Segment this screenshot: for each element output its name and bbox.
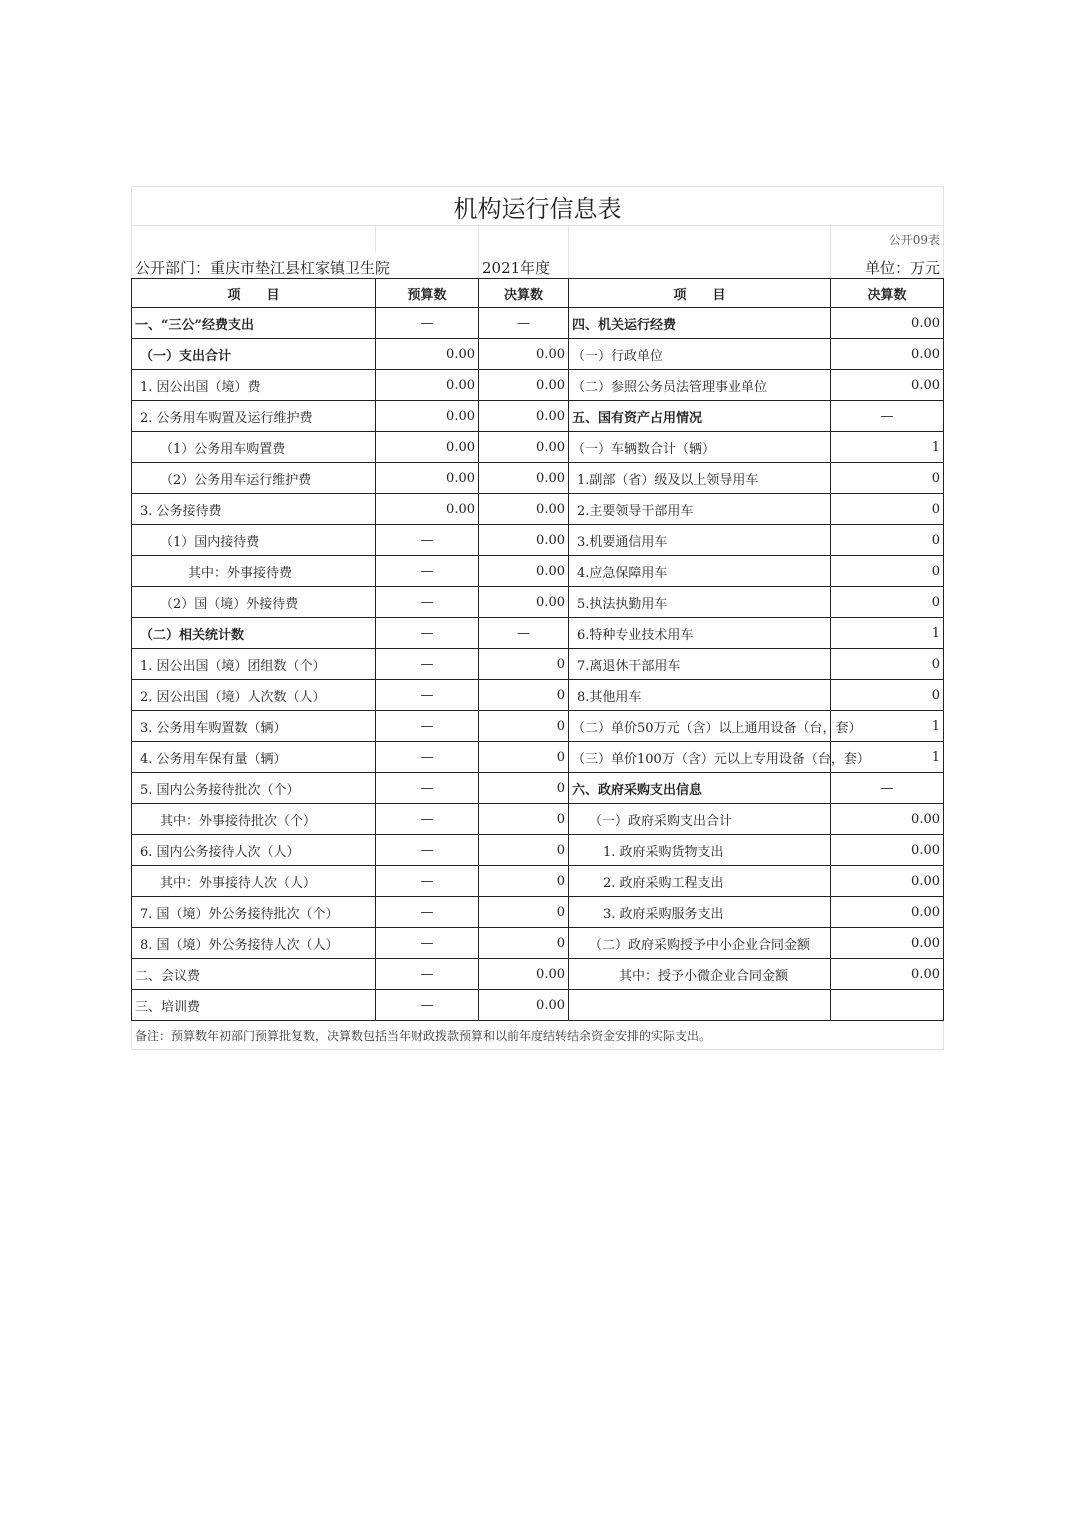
footnote: 备注：预算数年初部门预算批复数，决算数包括当年财政拨款预算和以前年度结转结余资金安排的实际支出。 xyxy=(132,1021,944,1050)
row-item-left: 7. 国（境）外公务接待批次（个） xyxy=(132,897,376,928)
row-final-right: 0 xyxy=(831,525,944,556)
row-final-right: 0.00 xyxy=(831,835,944,866)
header-final-right: 决算数 xyxy=(831,279,944,308)
header-final: 决算数 xyxy=(479,279,569,308)
row-item-left: 二、会议费 xyxy=(132,959,376,990)
row-item-left: 8. 国（境）外公务接待人次（人） xyxy=(132,928,376,959)
row-item-right: 六、政府采购支出信息 xyxy=(569,773,831,804)
row-final: 0 xyxy=(479,773,569,804)
row-item-right: （三）单价100万（含）元以上专用设备（台，套） xyxy=(569,742,831,773)
table-row xyxy=(132,835,944,866)
row-budget: 0.00 xyxy=(376,463,479,494)
info-table xyxy=(131,186,944,1050)
table-row xyxy=(132,618,944,649)
row-final-right: 0.00 xyxy=(831,339,944,370)
row-item-right: （一）政府采购支出合计 xyxy=(569,804,831,835)
row-item-right: 3. 政府采购服务支出 xyxy=(569,897,831,928)
row-budget: 0.00 xyxy=(376,401,479,432)
row-final: 0.00 xyxy=(479,525,569,556)
header-item-right: 项 目 xyxy=(569,279,831,308)
row-item-left: 3. 公务用车购置数（辆） xyxy=(132,711,376,742)
row-budget: 0.00 xyxy=(376,432,479,463)
row-final-right: 0 xyxy=(831,587,944,618)
row-final: 0.00 xyxy=(479,432,569,463)
row-item-left: 其中：外事接待批次（个） xyxy=(132,804,376,835)
table-row xyxy=(132,742,944,773)
row-item-right: 1.副部（省）级及以上领导用车 xyxy=(569,463,831,494)
unit-label: 单位：万元 xyxy=(831,252,944,279)
row-final: 0 xyxy=(479,711,569,742)
row-item-right: 2. 政府采购工程支出 xyxy=(569,866,831,897)
row-budget: — xyxy=(376,928,479,959)
header-item-left: 项 目 xyxy=(132,279,376,308)
table-row xyxy=(132,897,944,928)
table-row xyxy=(132,587,944,618)
row-item-right: 2.主要领导干部用车 xyxy=(569,494,831,525)
header-budget: 预算数 xyxy=(376,279,479,308)
row-final: 0 xyxy=(479,835,569,866)
row-item-left: （2）公务用车运行维护费 xyxy=(132,463,376,494)
row-final: 0.00 xyxy=(479,339,569,370)
row-budget: 0.00 xyxy=(376,370,479,401)
row-item-right: （二）参照公务员法管理事业单位 xyxy=(569,370,831,401)
row-item-right: 1. 政府采购货物支出 xyxy=(569,835,831,866)
row-budget: 0.00 xyxy=(376,494,479,525)
row-item-left: 3. 公务接待费 xyxy=(132,494,376,525)
table-row xyxy=(132,804,944,835)
row-item-right: 其中：授予小微企业合同金额 xyxy=(569,959,831,990)
row-final-right: 0 xyxy=(831,556,944,587)
row-budget: — xyxy=(376,773,479,804)
row-budget: — xyxy=(376,556,479,587)
row-final: 0 xyxy=(479,742,569,773)
row-item-right: 7.离退休干部用车 xyxy=(569,649,831,680)
row-budget: 0.00 xyxy=(376,339,479,370)
row-item-left: 2. 公务用车购置及运行维护费 xyxy=(132,401,376,432)
table-row xyxy=(132,308,944,339)
row-item-right: 4.应急保障用车 xyxy=(569,556,831,587)
row-final-right: 0.00 xyxy=(831,928,944,959)
row-final-right: 0 xyxy=(831,649,944,680)
row-item-right: （一）行政单位 xyxy=(569,339,831,370)
row-budget: — xyxy=(376,897,479,928)
row-final-right: — xyxy=(831,773,944,804)
row-final-right: 0 xyxy=(831,463,944,494)
row-budget: — xyxy=(376,680,479,711)
row-item-left: 三、培训费 xyxy=(132,990,376,1021)
row-item-right: 五、国有资产占用情况 xyxy=(569,401,831,432)
table-row xyxy=(132,773,944,804)
table-row xyxy=(132,866,944,897)
row-item-left: 2. 因公出国（境）人次数（人） xyxy=(132,680,376,711)
row-item-left: 6. 国内公务接待人次（人） xyxy=(132,835,376,866)
row-item-right: （二）政府采购授予中小企业合同金额 xyxy=(569,928,831,959)
row-final-right: 1 xyxy=(831,742,944,773)
row-item-left: （一）支出合计 xyxy=(132,339,376,370)
row-item-left: 其中：外事接待人次（人） xyxy=(132,866,376,897)
year-label: 2021年度 xyxy=(479,252,569,279)
row-item-left: 1. 因公出国（境）团组数（个） xyxy=(132,649,376,680)
row-budget: — xyxy=(376,804,479,835)
row-item-right: 6.特种专业技术用车 xyxy=(569,618,831,649)
row-budget: — xyxy=(376,959,479,990)
row-final-right: 0.00 xyxy=(831,804,944,835)
table-row xyxy=(132,494,944,525)
table-row xyxy=(132,711,944,742)
row-final: 0.00 xyxy=(479,463,569,494)
row-item-right: 5.执法执勤用车 xyxy=(569,587,831,618)
row-final-right: 1 xyxy=(831,711,944,742)
row-budget: — xyxy=(376,835,479,866)
row-item-right: 3.机要通信用车 xyxy=(569,525,831,556)
report-sheet xyxy=(131,186,943,1050)
row-final-right: 0.00 xyxy=(831,308,944,339)
row-final-right: 0.00 xyxy=(831,959,944,990)
row-final-right: 0 xyxy=(831,680,944,711)
row-final: 0.00 xyxy=(479,401,569,432)
row-item-left: 其中：外事接待费 xyxy=(132,556,376,587)
row-final: 0.00 xyxy=(479,494,569,525)
row-final: 0 xyxy=(479,804,569,835)
row-final: 0.00 xyxy=(479,370,569,401)
row-budget: — xyxy=(376,525,479,556)
row-item-left: 5. 国内公务接待批次（个） xyxy=(132,773,376,804)
table-row xyxy=(132,432,944,463)
row-budget: — xyxy=(376,990,479,1021)
row-final-right: 0.00 xyxy=(831,897,944,928)
row-final: 0.00 xyxy=(479,959,569,990)
row-item-left: （二）相关统计数 xyxy=(132,618,376,649)
table-row xyxy=(132,649,944,680)
row-item-left: 4. 公务用车保有量（辆） xyxy=(132,742,376,773)
row-budget: — xyxy=(376,742,479,773)
row-final: 0 xyxy=(479,866,569,897)
row-final: 0 xyxy=(479,680,569,711)
table-row xyxy=(132,525,944,556)
row-final-right: 1 xyxy=(831,432,944,463)
row-final: 0 xyxy=(479,928,569,959)
row-item-right xyxy=(569,990,831,1021)
row-item-right: 四、机关运行经费 xyxy=(569,308,831,339)
table-row xyxy=(132,556,944,587)
table-row xyxy=(132,401,944,432)
table-row xyxy=(132,990,944,1021)
row-final: — xyxy=(479,308,569,339)
table-row xyxy=(132,680,944,711)
row-budget: — xyxy=(376,618,479,649)
table-tag: 公开09表 xyxy=(831,226,944,253)
row-final-right xyxy=(831,990,944,1021)
row-item-left: 1. 因公出国（境）费 xyxy=(132,370,376,401)
row-item-right: （二）单价50万元（含）以上通用设备（台，套） xyxy=(569,711,831,742)
row-item-left: （1）公务用车购置费 xyxy=(132,432,376,463)
row-final: 0 xyxy=(479,897,569,928)
table-row xyxy=(132,463,944,494)
row-final-right: 1 xyxy=(831,618,944,649)
row-final: 0 xyxy=(479,649,569,680)
row-budget: — xyxy=(376,308,479,339)
table-row xyxy=(132,959,944,990)
row-final: 0.00 xyxy=(479,990,569,1021)
table-row xyxy=(132,339,944,370)
row-item-right: （一）车辆数合计（辆） xyxy=(569,432,831,463)
table-row xyxy=(132,928,944,959)
row-item-left: 一、“三公”经费支出 xyxy=(132,308,376,339)
row-budget: — xyxy=(376,649,479,680)
row-budget: — xyxy=(376,587,479,618)
row-final: — xyxy=(479,618,569,649)
row-final-right: 0.00 xyxy=(831,370,944,401)
table-body xyxy=(132,308,944,1021)
row-item-left: （1）国内接待费 xyxy=(132,525,376,556)
row-item-right: 8.其他用车 xyxy=(569,680,831,711)
row-budget: — xyxy=(376,711,479,742)
department-label: 公开部门：重庆市垫江县杠家镇卫生院 xyxy=(132,252,479,279)
row-final-right: 0 xyxy=(831,494,944,525)
row-item-left: （2）国（境）外接待费 xyxy=(132,587,376,618)
table-title: 机构运行信息表 xyxy=(132,187,944,226)
row-final-right: 0.00 xyxy=(831,866,944,897)
row-final: 0.00 xyxy=(479,587,569,618)
row-final: 0.00 xyxy=(479,556,569,587)
row-budget: — xyxy=(376,866,479,897)
table-row xyxy=(132,370,944,401)
row-final-right: — xyxy=(831,401,944,432)
